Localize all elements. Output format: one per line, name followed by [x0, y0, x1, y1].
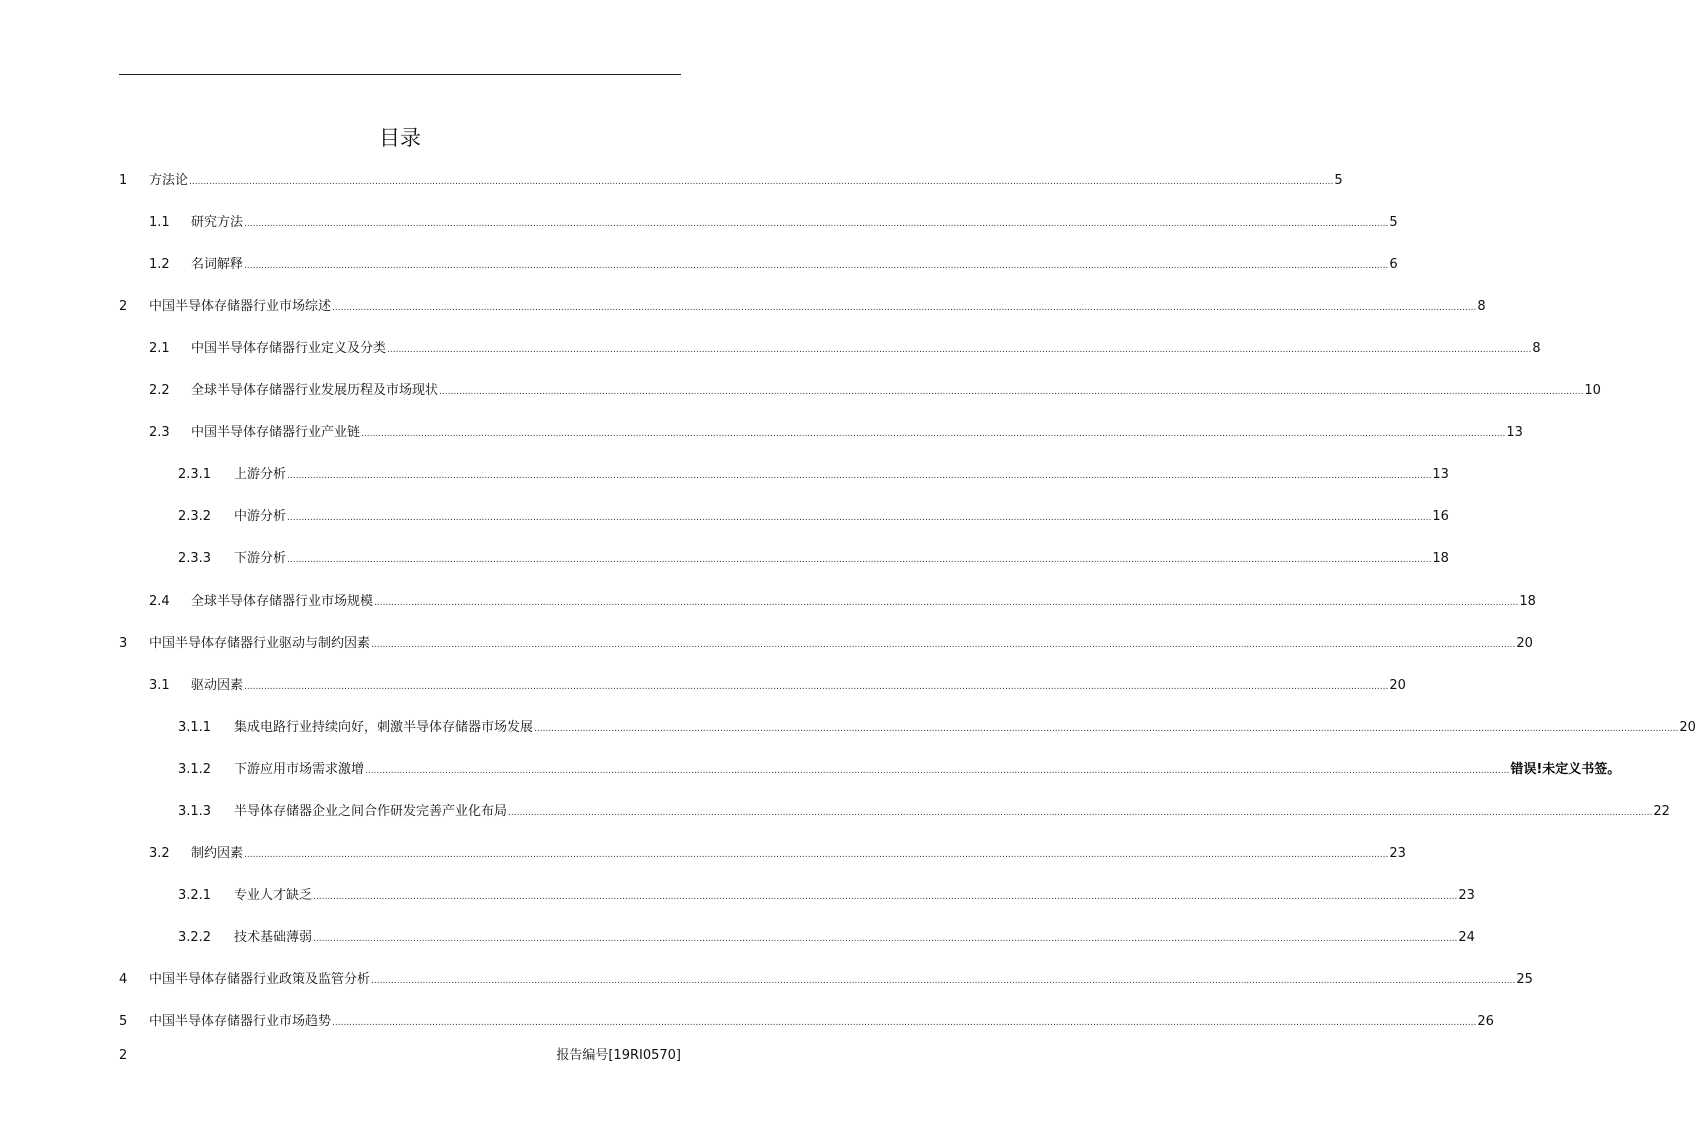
toc-entry-number: 2.1: [149, 341, 170, 356]
toc-dot-leader: ................................................................................................................................................................................................................................................................................................................................................................................................................: [534, 724, 1679, 734]
toc-entry-number: 2: [119, 299, 128, 314]
toc-entry-number: 3.2: [149, 846, 170, 861]
toc-dot-leader: ................................................................................................................................................................................................................................................................................................................................................................................................................: [189, 177, 1334, 187]
toc-entry-title: 下游应用市场需求激增: [234, 762, 365, 777]
toc-entry[interactable]: [178, 759, 1621, 781]
toc-entry-title: 全球半导体存储器行业市场规模: [191, 594, 374, 609]
toc-entry-number: 2.3.3: [178, 551, 212, 566]
toc-entry-page: 18: [1519, 594, 1536, 609]
toc-entry-title: 中国半导体存储器行业市场趋势: [149, 1014, 332, 1029]
toc-dot-leader: ................................................................................................................................................................................................................................................................................................................................................................................................................: [244, 850, 1389, 860]
toc-dot-leader: ................................................................................................................................................................................................................................................................................................................................................................................................................: [439, 387, 1584, 397]
toc-entry-number: 3.1.2: [178, 762, 212, 777]
toc-entry-page: 23: [1458, 888, 1475, 903]
toc-entry-number: 3.1.3: [178, 804, 212, 819]
toc-entry-title: 下游分析: [234, 551, 287, 566]
toc-entry[interactable]: [149, 422, 1523, 444]
toc-entry-error-page: 错误!未定义书签。: [1510, 762, 1621, 777]
toc-entry-page: 18: [1432, 551, 1449, 566]
toc-entry-number: 3.2.2: [178, 930, 212, 945]
toc-entry-page: 26: [1477, 1014, 1494, 1029]
toc-dot-leader: ................................................................................................................................................................................................................................................................................................................................................................................................................: [332, 1018, 1477, 1028]
toc-entry[interactable]: [119, 969, 1533, 991]
toc-entry-page: 8: [1532, 341, 1541, 356]
toc-dot-leader: ................................................................................................................................................................................................................................................................................................................................................................................................................: [371, 976, 1516, 986]
toc-entry-title: 名词解释: [191, 257, 244, 272]
toc-entry-page: 20: [1679, 720, 1696, 735]
toc-entry-number: 1.1: [149, 215, 170, 230]
toc-title: 目录: [379, 126, 421, 150]
toc-entry-number: 3.1: [149, 678, 170, 693]
toc-dot-leader: ................................................................................................................................................................................................................................................................................................................................................................................................................: [374, 598, 1519, 608]
toc-entry-title: 中国半导体存储器行业定义及分类: [191, 341, 387, 356]
toc-entry-title: 中国半导体存储器行业产业链: [191, 425, 361, 440]
toc-entry-title: 中国半导体存储器行业政策及监管分析: [149, 972, 371, 987]
toc-entry-number: 2.3.1: [178, 467, 212, 482]
toc-entry-title: 全球半导体存储器行业发展历程及市场现状: [191, 383, 439, 398]
toc-entry[interactable]: [119, 1011, 1494, 1033]
toc-entry[interactable]: [178, 801, 1670, 823]
toc-entry[interactable]: [178, 548, 1449, 570]
toc-entry-page: 10: [1584, 383, 1601, 398]
toc-dot-leader: ................................................................................................................................................................................................................................................................................................................................................................................................................: [361, 429, 1506, 439]
toc-entry-number: 4: [119, 972, 128, 987]
footer-report-id: 报告编号[19RI0570]: [556, 1048, 681, 1063]
toc-entry[interactable]: [178, 506, 1449, 528]
toc-entry-page: 25: [1516, 972, 1533, 987]
toc-entry[interactable]: [178, 717, 1696, 739]
toc-entry-page: 24: [1458, 930, 1475, 945]
toc-dot-leader: ................................................................................................................................................................................................................................................................................................................................................................................................................: [365, 766, 1510, 776]
toc-entry[interactable]: [149, 212, 1398, 234]
toc-dot-leader: ................................................................................................................................................................................................................................................................................................................................................................................................................: [287, 555, 1432, 565]
toc-entry[interactable]: [119, 633, 1533, 655]
toc-entry-page: 8: [1477, 299, 1486, 314]
toc-entry[interactable]: [178, 927, 1475, 949]
toc-entry-title: 专业人才缺乏: [234, 888, 313, 903]
toc-dot-leader: ................................................................................................................................................................................................................................................................................................................................................................................................................: [313, 892, 1458, 902]
toc-entry[interactable]: [178, 464, 1449, 486]
toc-entry[interactable]: [149, 591, 1536, 613]
toc-entry[interactable]: [149, 338, 1541, 360]
toc-entry-title: 研究方法: [191, 215, 244, 230]
toc-entry-title: 集成电路行业持续向好，刺激半导体存储器市场发展: [234, 720, 534, 735]
toc-entry-number: 2.3: [149, 425, 170, 440]
toc-dot-leader: ................................................................................................................................................................................................................................................................................................................................................................................................................: [244, 261, 1389, 271]
toc-entry-page: 16: [1432, 509, 1449, 524]
toc-dot-leader: ................................................................................................................................................................................................................................................................................................................................................................................................................: [244, 219, 1389, 229]
toc-entry[interactable]: [149, 380, 1601, 402]
toc-entry-title: 中国半导体存储器行业市场综述: [149, 299, 332, 314]
toc-entry[interactable]: [119, 170, 1343, 192]
toc-entry-page: 13: [1506, 425, 1523, 440]
toc-entry-number: 3: [119, 636, 128, 651]
toc-entry-number: 2.4: [149, 594, 170, 609]
toc-entry-title: 驱动因素: [191, 678, 244, 693]
toc-entry-page: 13: [1432, 467, 1449, 482]
toc-entry-page: 5: [1389, 215, 1398, 230]
toc-entry-number: 3.2.1: [178, 888, 212, 903]
toc-dot-leader: ................................................................................................................................................................................................................................................................................................................................................................................................................: [387, 345, 1532, 355]
toc-entry-title: 方法论: [149, 173, 189, 188]
toc-entry[interactable]: [178, 885, 1475, 907]
toc-entry-title: 制约因素: [191, 846, 244, 861]
toc-dot-leader: ................................................................................................................................................................................................................................................................................................................................................................................................................: [287, 513, 1432, 523]
toc-entry-number: 1.2: [149, 257, 170, 272]
toc-entry-number: 3.1.1: [178, 720, 212, 735]
footer-page-number: 2: [119, 1048, 128, 1063]
toc-entry[interactable]: [149, 675, 1406, 697]
toc-entry-page: 22: [1653, 804, 1670, 819]
toc-entry-number: 1: [119, 173, 128, 188]
toc-dot-leader: ................................................................................................................................................................................................................................................................................................................................................................................................................: [313, 934, 1458, 944]
toc-entry-number: 5: [119, 1014, 128, 1029]
toc-entry[interactable]: [119, 296, 1486, 318]
toc-dot-leader: ................................................................................................................................................................................................................................................................................................................................................................................................................: [332, 303, 1477, 313]
toc-entry-page: 5: [1334, 173, 1343, 188]
toc-entry-title: 中国半导体存储器行业驱动与制约因素: [149, 636, 371, 651]
toc-entry-title: 技术基础薄弱: [234, 930, 313, 945]
toc-entry-page: 20: [1516, 636, 1533, 651]
toc-entry-number: 2.3.2: [178, 509, 212, 524]
toc-entry-number: 2.2: [149, 383, 170, 398]
toc-dot-leader: ................................................................................................................................................................................................................................................................................................................................................................................................................: [508, 808, 1653, 818]
toc-dot-leader: ................................................................................................................................................................................................................................................................................................................................................................................................................: [244, 682, 1389, 692]
toc-entry-title: 上游分析: [234, 467, 287, 482]
toc-entry[interactable]: [149, 254, 1398, 276]
toc-dot-leader: ................................................................................................................................................................................................................................................................................................................................................................................................................: [371, 640, 1516, 650]
toc-entry[interactable]: [149, 843, 1406, 865]
toc-entry-page: 6: [1389, 257, 1398, 272]
toc-entry-title: 中游分析: [234, 509, 287, 524]
toc-entry-title: 半导体存储器企业之间合作研发完善产业化布局: [234, 804, 508, 819]
toc-dot-leader: ................................................................................................................................................................................................................................................................................................................................................................................................................: [287, 471, 1432, 481]
toc-entry-page: 20: [1389, 678, 1406, 693]
toc-entry-page: 23: [1389, 846, 1406, 861]
